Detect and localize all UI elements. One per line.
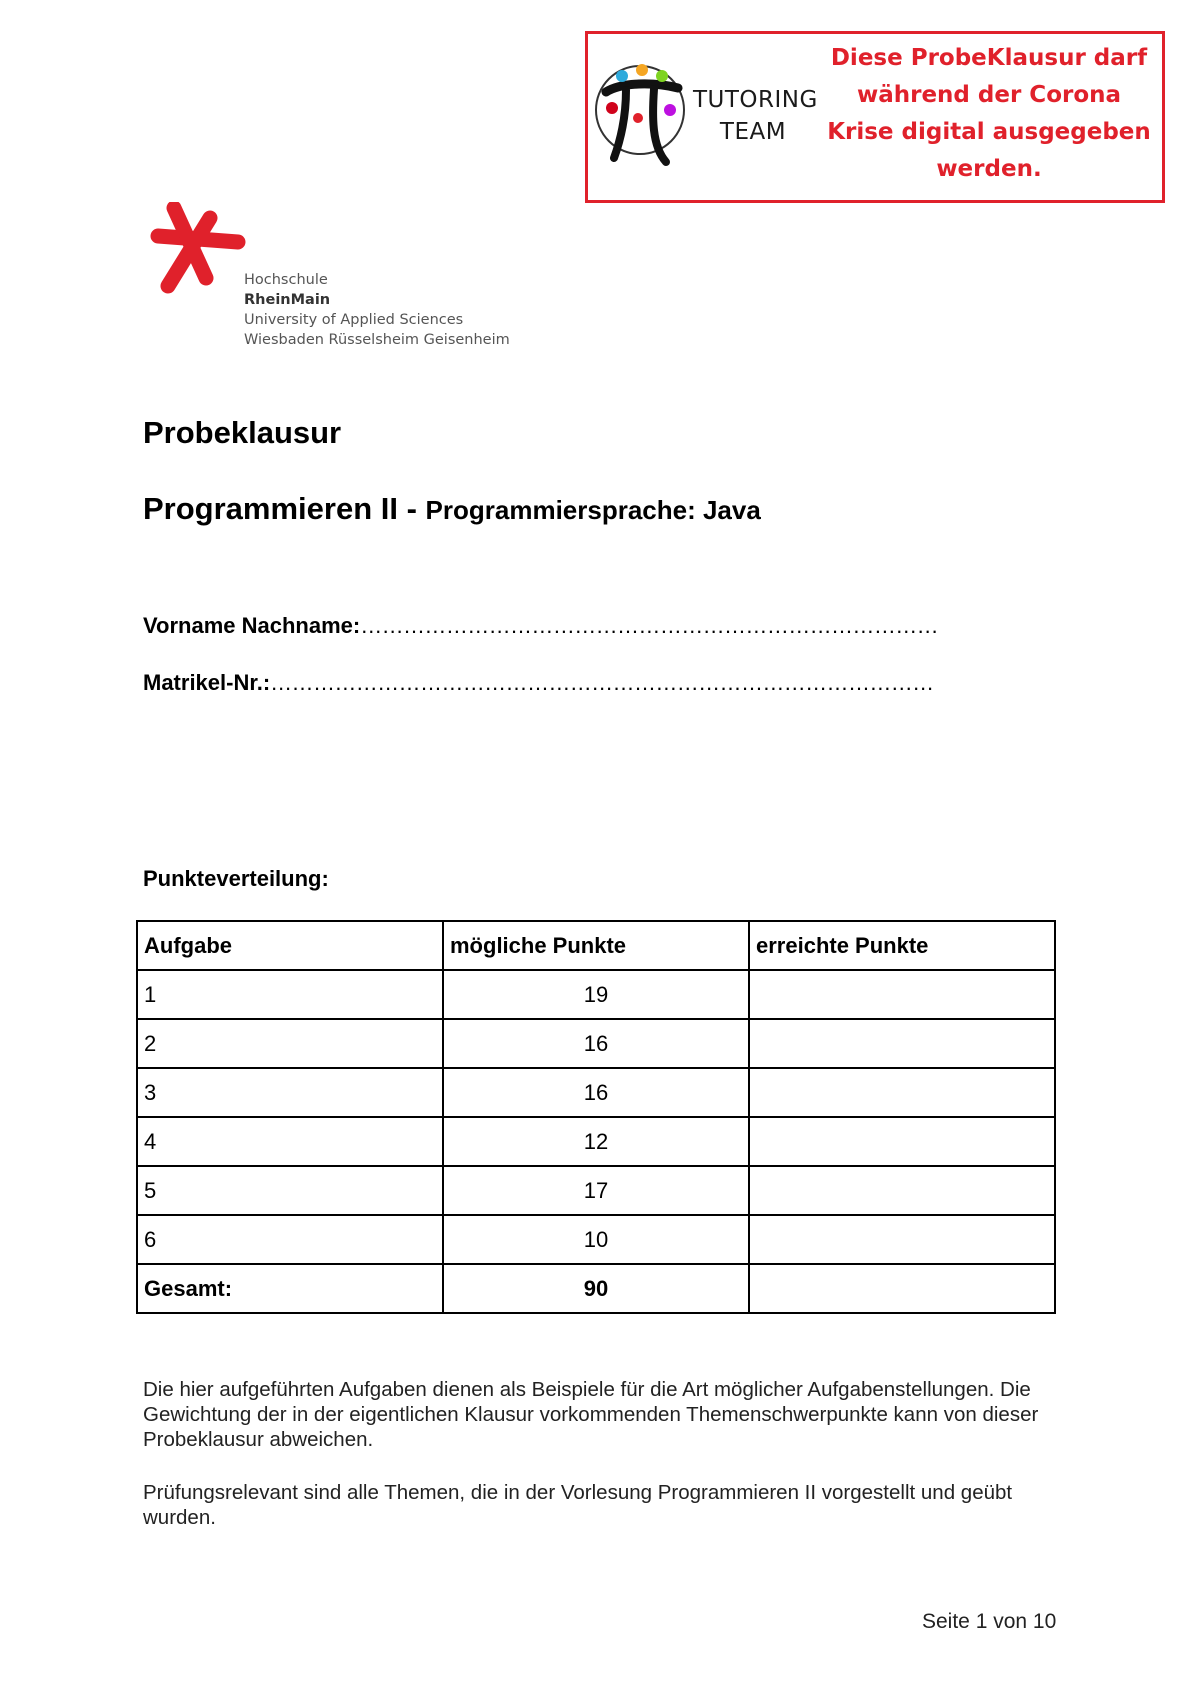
- task-cell: 4: [137, 1117, 443, 1166]
- notice-line-2: während der Corona: [856, 82, 1122, 108]
- page-number: Seite 1 von 10: [922, 1610, 1057, 1633]
- matrikel-field[interactable]: [143, 670, 934, 696]
- total-label-cell: Gesamt:: [137, 1264, 443, 1313]
- table-row: [137, 1068, 1055, 1117]
- tutoring-team-label: [693, 84, 818, 148]
- total-possible-points-cell: 90: [443, 1264, 749, 1313]
- table-row: [137, 970, 1055, 1019]
- name-field-label: Vorname Nachname:: [143, 613, 361, 638]
- note-weighting: Die hier aufgeführten Aufgaben dienen als Beispiele für die Art möglicher Aufgabenstellungen. Die Gewichtung der in der eigentlichen Klausur vorkommenden Themenschwerpunkte kann von dieser Probeklausur abweichen.: [143, 1378, 1039, 1451]
- header-possible-points: mögliche Punkte: [443, 921, 749, 970]
- points-table: [136, 920, 1056, 1314]
- task-cell: 1: [137, 970, 443, 1019]
- course-name: Programmieren II -: [143, 491, 426, 526]
- note-exam-relevance: Prüfungsrelevant sind alle Themen, die in der Vorlesung Programmieren II vorgestellt und geübt wurden.: [143, 1481, 1013, 1529]
- total-achieved-points-cell[interactable]: [749, 1264, 1055, 1313]
- name-field-line: ………………………………………………………………………: [360, 613, 939, 638]
- possible-points-cell: 16: [443, 1019, 749, 1068]
- task-cell: 5: [137, 1166, 443, 1215]
- achieved-points-cell[interactable]: [749, 1019, 1055, 1068]
- points-section-label: Punkteverteilung:: [143, 866, 329, 891]
- table-row: [137, 1166, 1055, 1215]
- name-field[interactable]: [143, 613, 938, 639]
- achieved-points-cell[interactable]: [749, 970, 1055, 1019]
- possible-points-cell: 12: [443, 1117, 749, 1166]
- possible-points-cell: 16: [443, 1068, 749, 1117]
- notice-line-3: Krise digital ausgegeben: [827, 119, 1151, 145]
- achieved-points-cell[interactable]: [749, 1117, 1055, 1166]
- possible-points-cell: 10: [443, 1215, 749, 1264]
- university-name-block: [244, 270, 510, 350]
- page-title: Probeklausur: [143, 415, 342, 450]
- achieved-points-cell[interactable]: [749, 1166, 1055, 1215]
- possible-points-cell: 19: [443, 970, 749, 1019]
- achieved-points-cell[interactable]: [749, 1068, 1055, 1117]
- header-task: Aufgabe: [137, 921, 443, 970]
- possible-points-cell: 17: [443, 1166, 749, 1215]
- university-line-1: Hochschule RheinMain: [244, 272, 331, 308]
- points-table-header-row: [137, 921, 1055, 970]
- total-row: [137, 1264, 1055, 1313]
- header-achieved-points: erreichte Punkte: [749, 921, 1055, 970]
- notice-line-4: werden.: [936, 156, 1042, 182]
- task-cell: 2: [137, 1019, 443, 1068]
- task-cell: 3: [137, 1068, 443, 1117]
- course-subtitle: [143, 491, 761, 527]
- hochschule-rheinmain-star-logo: [148, 202, 248, 294]
- notice-line-1: Diese ProbeKlausur darf: [830, 45, 1148, 71]
- university-line-2: University of Applied Sciences: [244, 312, 464, 328]
- table-row: [137, 1215, 1055, 1264]
- tutoring-label: TUTORING: [693, 87, 818, 113]
- table-row: [137, 1019, 1055, 1068]
- programming-language: Programmiersprache: Java: [425, 495, 761, 525]
- table-row: [137, 1117, 1055, 1166]
- task-cell: 6: [137, 1215, 443, 1264]
- achieved-points-cell[interactable]: [749, 1215, 1055, 1264]
- corona-notice-text: [817, 40, 1161, 188]
- university-line-3: Wiesbaden Rüsselsheim Geisenheim: [244, 332, 510, 348]
- matrikel-field-line: …………………………………………………………………………………: [270, 670, 934, 695]
- tutoring-team-pi-logo: [592, 58, 692, 176]
- matrikel-field-label: Matrikel-Nr.:: [143, 670, 271, 695]
- team-label: TEAM: [719, 119, 787, 145]
